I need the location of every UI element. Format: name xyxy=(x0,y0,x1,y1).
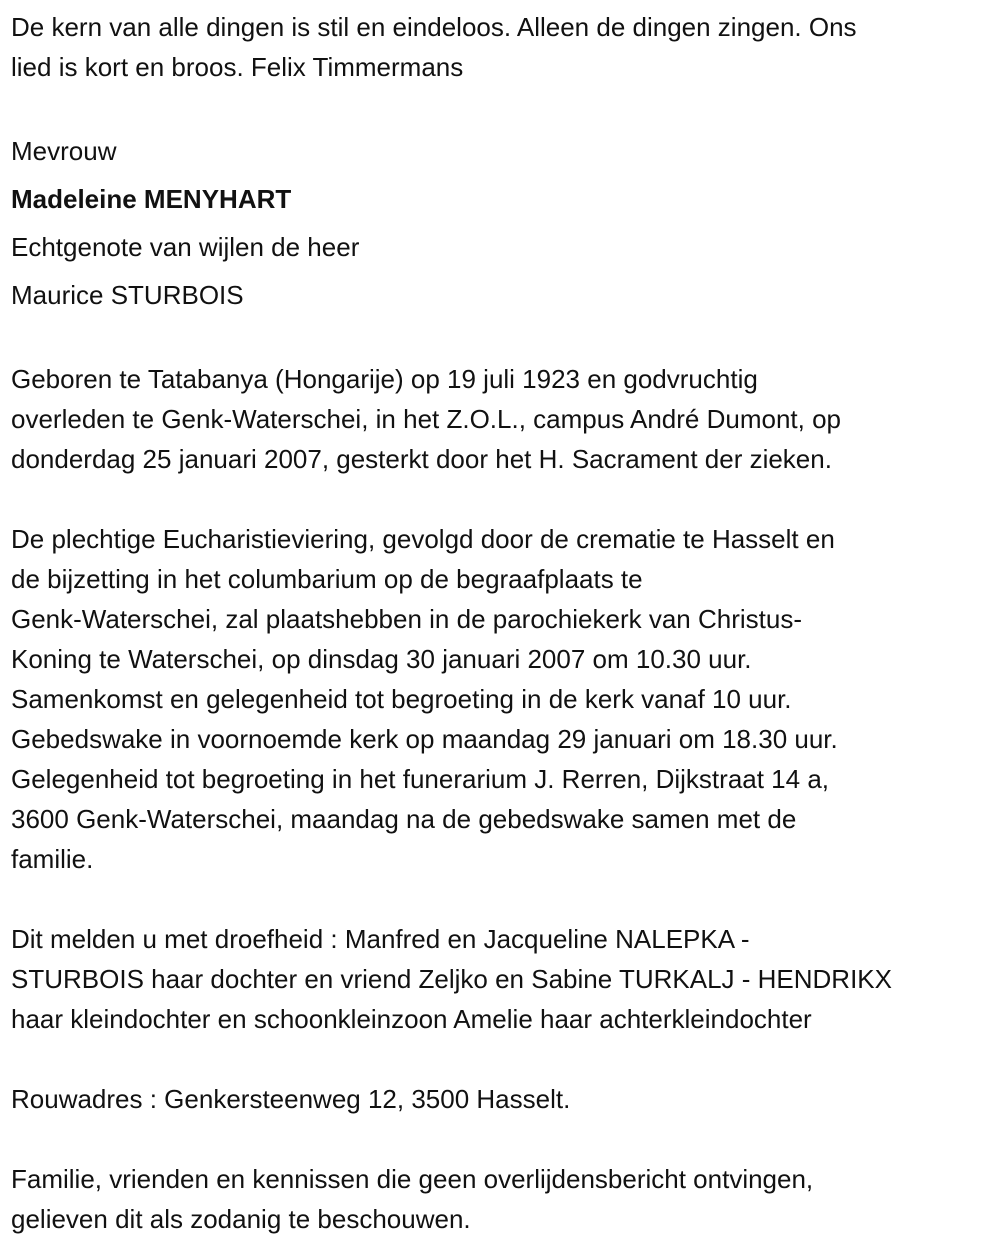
text-line: Geboren te Tatabanya (Hongarije) op 19 juli 1923 en godvruchtig xyxy=(11,364,758,394)
text-line: Familie, vrienden en kennissen die geen overlijdensbericht ontvingen, xyxy=(11,1164,814,1194)
text-line: Genk-Waterschei, zal plaatshebben in de parochiekerk van Christus- xyxy=(11,604,802,634)
text-line: 3600 Genk-Waterschei, maandag na de gebedswake samen met de xyxy=(11,804,797,834)
spouse-name: Maurice STURBOIS xyxy=(11,280,244,310)
text-line: familie. xyxy=(11,844,94,874)
text-line: Rouwadres : Genkersteenweg 12, 3500 Hasselt. xyxy=(11,1084,571,1114)
quote-line: lied is kort en broos. Felix Timmermans xyxy=(11,52,464,82)
text-line: Koning te Waterschei, op dinsdag 30 januari 2007 om 10.30 uur. xyxy=(11,644,752,674)
text-line: Gelegenheid tot begroeting in het funerarium J. Rerren, Dijkstraat 14 a, xyxy=(11,764,830,794)
text-line: Gebedswake in voornoemde kerk op maandag 29 januari om 18.30 uur. xyxy=(11,724,838,754)
quote-paragraph xyxy=(11,7,991,87)
salutation: Mevrouw xyxy=(11,136,117,166)
spouse-relation: Echtgenote van wijlen de heer xyxy=(11,232,360,262)
text-line: donderdag 25 januari 2007, gesterkt door het H. Sacrament der zieken. xyxy=(11,444,832,474)
address-paragraph xyxy=(11,1079,991,1119)
text-line: De plechtige Eucharistieviering, gevolgd door de crematie te Hasselt en xyxy=(11,524,835,554)
ceremony-paragraph xyxy=(11,519,991,879)
closing-paragraph xyxy=(11,1159,991,1239)
quote-line: De kern van alle dingen is stil en eindeloos. Alleen de dingen zingen. Ons xyxy=(11,12,857,42)
family-paragraph xyxy=(11,919,991,1039)
text-line: Dit melden u met droefheid : Manfred en Jacqueline NALEPKA - xyxy=(11,924,750,954)
birth-death-paragraph xyxy=(11,359,991,479)
obituary-document xyxy=(11,7,991,1239)
name-block xyxy=(11,127,991,319)
text-line: overleden te Genk-Waterschei, in het Z.O.L., campus André Dumont, op xyxy=(11,404,841,434)
text-line: de bijzetting in het columbarium op de begraafplaats te xyxy=(11,564,643,594)
text-line: haar kleindochter en schoonkleinzoon Amelie haar achterkleindochter xyxy=(11,1004,812,1034)
text-line: Samenkomst en gelegenheid tot begroeting in de kerk vanaf 10 uur. xyxy=(11,684,792,714)
text-line: gelieven dit als zodanig te beschouwen. xyxy=(11,1204,471,1234)
deceased-name: Madeleine MENYHART xyxy=(11,184,292,214)
text-line: STURBOIS haar dochter en vriend Zeljko en Sabine TURKALJ - HENDRIKX xyxy=(11,964,892,994)
